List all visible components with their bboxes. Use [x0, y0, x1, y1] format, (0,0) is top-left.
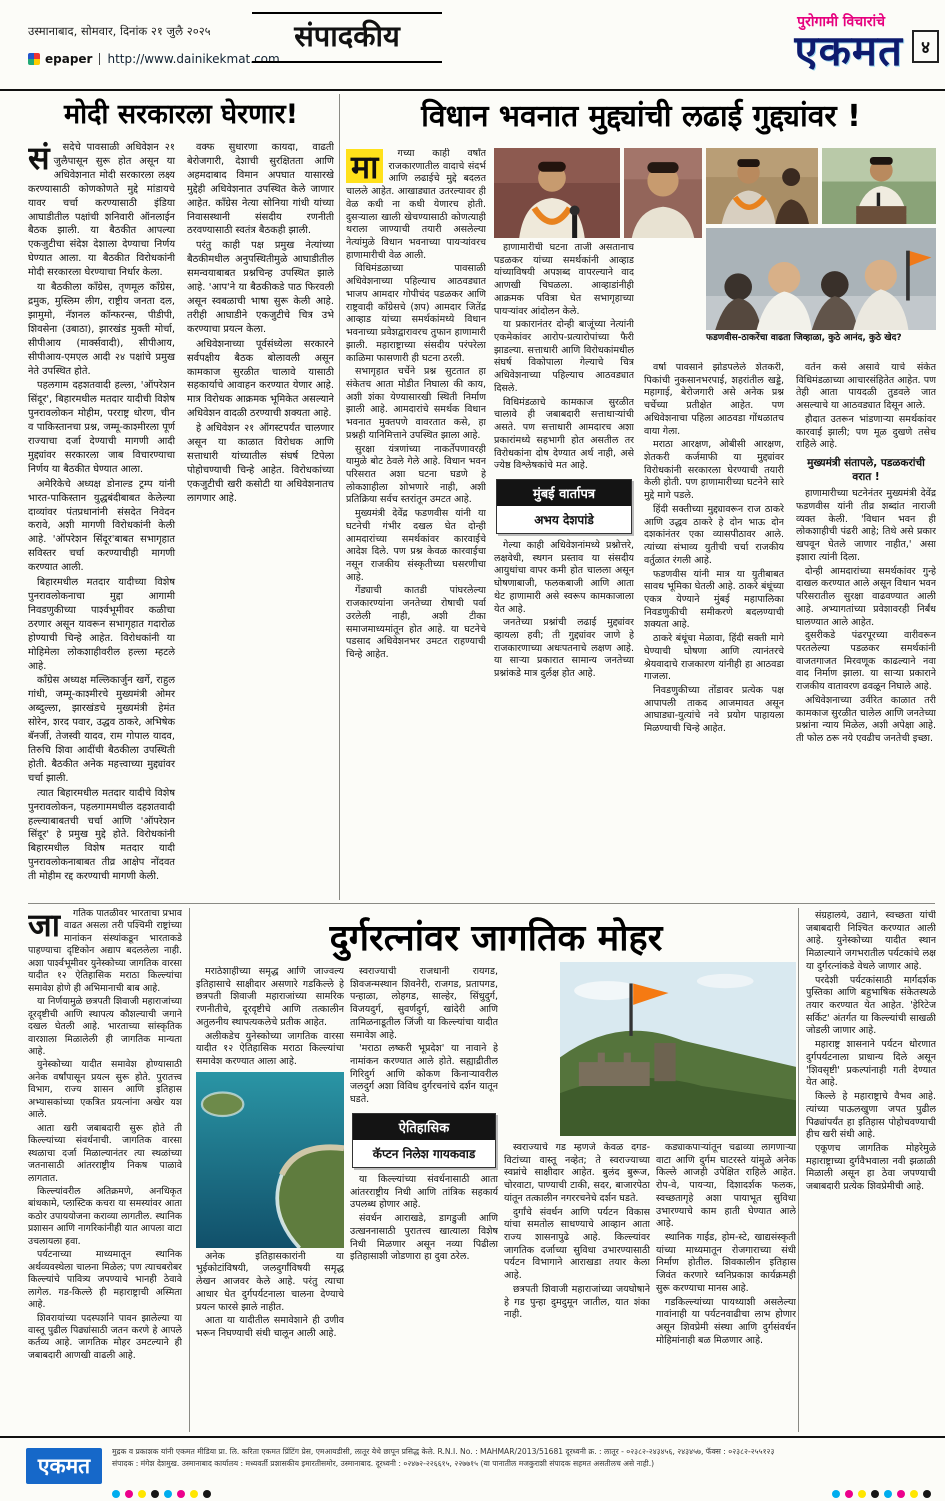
column-divider: [339, 94, 340, 900]
photo-politician-1: [494, 148, 620, 238]
durg-column-4: [656, 1142, 796, 1432]
page-number: ४: [912, 30, 939, 63]
website-link[interactable]: http://www.dainikekmat.com: [107, 52, 280, 66]
registration-dot: [845, 1490, 853, 1498]
paragraph: या प्रकारानंतर दोन्ही बाजूंच्या नेत्यांनी एकमेकांवर आरोप-प्रत्यारोपांच्या फैरी झाडल्या. सत्ताधारी आणि विरोधकांमधील संघर्ष विकोपाला गेल्याचे चित्र अधिवेशनाच्या पहिल्याच आठवड्यात दिसले.: [494, 319, 634, 394]
sub-headline: मुख्यमंत्री संतापले, पडळकरांची वरात !: [807, 457, 925, 483]
durg-column-1: [196, 966, 344, 1432]
paragraph: हिंदी सक्तीच्या मुद्द्यावरून राज ठाकरे आणि उद्धव ठाकरे हे दोन भाऊ दोन दशकांनंतर एका व्यासपीठावर आले. त्यांच्या संभाव्य युतीची चर्चा राजकीय वर्तुळात रंगली आहे.: [644, 503, 784, 566]
article-durg-headline: दुर्गरत्नांवर जागतिक मोहर: [329, 918, 663, 959]
paragraph: वर्तन कसे असावे याचे संकेत विधिमंडळाच्या आचारसंहितेत आहेत. पण तेही आता पायदळी तुडवले जात असल्याचे या आठवड्यात दिसून आले.: [796, 362, 936, 412]
dateline: उस्मानाबाद, सोमवार, दिनांक २१ जुलै २०२५: [28, 24, 211, 38]
paragraph: अधिवेशनाच्या पूर्वसंध्येला सरकारने सर्वपक्षीय बैठक बोलावली असून कामकाज सुरळीत चालावे यासाठी सहकार्याचे आवाहन करण्यात येणार आहे. मात्र विरोधक आक्रमक भूमिकेत असल्याने अधिवेशन वादळी ठरण्याची शक्यता आहे.: [187, 338, 334, 420]
section-divider: [28, 903, 935, 904]
paragraph: संग्रहालये, उद्याने, स्वच्छता यांची जबाबदारी निश्चित करण्यात आली आहे. युनेस्कोच्या यादीत स्थान मिळाल्याने जगभरातील पर्यटकांचे लक्ष या दुर्गरत्नांकडे वेधले जाणार आहे.: [806, 910, 936, 972]
photo-fort: [560, 962, 796, 1136]
separator: [99, 53, 100, 65]
paragraph: गेल्या काही अधिवेशनांमध्ये प्रश्नोत्तरे, लक्षवेधी, स्थगन प्रस्ताव या संसदीय आयुधांचा वापर कमी होत चालला असून घोषणाबाजी, फलकबाजी आणि आता थेट हाणामारी असे स्वरूप कामकाजाला येत आहे.: [494, 539, 634, 615]
paragraph: संवर्धन आराखडे, डागडुजी आणि उत्खननासाठी पुरातत्त्व खात्याला विशेष निधी मिळणार असून नव्या पिढीला इतिहासाशी जोडणारा हा दुवा ठरेल.: [350, 1213, 498, 1263]
paragraph: सदेचे पावसाळी अधिवेशन २१ जुलैपासून सुरू होत असून या अधिवेशनात मोदी सरकारला लक्ष्य करण्यासाठी कोणकोणते मुद्दे मांडायचे यावर चर्चा करण्यासाठी इंडिया आघाडीतील पक्षांची शनिवारी ऑनलाईन बैठक झाली. या बैठकीत आपल्या एकजुटीचा संदेश देशाला देण्याचा निर्णय घेण्यात आला. या बैठकीत विरोधकांनी मोदी सरकारला घेरण्याचा निर्धार केला.: [28, 142, 175, 279]
registration-marks-left: [112, 1490, 211, 1498]
registration-dot: [871, 1490, 879, 1498]
paragraph: मुख्यमंत्री देवेंद्र फडणवीस यांनी या घटनेची गंभीर दखल घेत दोन्ही आमदारांच्या समर्थकांवर कारवाईचे आदेश दिले. पण प्रश्न केवळ कारवाईचा नसून राजकीय संस्कृतीच्या घसरणीचा आहे.: [346, 508, 486, 583]
registration-dot: [897, 1490, 905, 1498]
box-author: अभय देशपांडे: [534, 512, 594, 527]
durg-column-3: [504, 1142, 650, 1432]
dropcap: मा: [346, 149, 383, 183]
paragraph: अधिवेशनाच्या उर्वरित काळात तरी कामकाज सुरळीत चालेल आणि जनतेच्या प्रश्नांना न्याय मिळेल, अशी अपेक्षा आहे. ती फोल ठरू नये एवढीच जनतेची इच्छा.: [796, 694, 936, 744]
dropcap: सं: [28, 141, 50, 177]
aitihasik-box: [352, 1113, 496, 1168]
paragraph: हौदात उतरून भांडणाऱ्या समर्थकांवर कारवाई झाली; पण मूळ दुखणे तसेच राहिले आहे.: [796, 413, 936, 451]
paragraph: या निर्णयामुळे छत्रपती शिवाजी महाराजांच्या दूरदृष्टीची आणि स्थापत्य कौशल्याची जगाने दखल घेतली आहे. भारताच्या सांस्कृतिक वारशाला मिळालेली ही जागतिक मान्यता आहे.: [28, 996, 182, 1057]
paragraph: काँग्रेस अध्यक्ष मल्लिकार्जुन खर्गे, राहुल गांधी, जम्मू-काश्मीरचे मुख्यमंत्री ओमर अब्दुल्ला, झारखंडचे मुख्यमंत्री हेमंत सोरेन, शरद पवार, उद्धव ठाकरे, अभिषेक बॅनर्जी, तेजस्वी यादव, राम गोपाल यादव, तिरुचि शिवा आदींची बैठकीला उपस्थिती होती. बैठकीत अनेक महत्त्वाच्या मुद्द्यांवर चर्चा झाली.: [28, 675, 175, 784]
paragraph: आता या यादीतील समावेशाने ही उणीव भरून निघण्याची संधी चालून आली आहे.: [196, 1315, 344, 1340]
paragraph: गतिक पातळीवर भारताचा प्रभाव वाढत असला तरी पश्चिमी राष्ट्रांच्या मानांकन संस्थांकडून भारताकडे पाहण्याचा दृष्टिकोन अद्याप बदललेला नाही. अशा पार्श्वभूमीवर युनेस्कोच्या जागतिक वारसा यादीत १२ ऐतिहासिक मराठा किल्ल्यांचा समावेश होणे ही अभिमानाची बाब आहे.: [28, 908, 182, 994]
section-title: संपादकीय: [252, 12, 442, 63]
paragraph: शिवरायांच्या पदस्पर्शाने पावन झालेल्या या वास्तू पुढील पिढ्यांसाठी जतन करणे हे आपले कर्तव्य आहे. जागतिक मोहर उमटल्याने ही जबाबदारी आणखी वाढली आहे.: [28, 1312, 182, 1361]
paragraph: या बैठकीला काँग्रेस, तृणमूल काँग्रेस, द्रमुक, मुस्लिम लीग, राष्ट्रीय जनता दल, झामुमो, नॅशनल कॉन्फरन्स, पीडीपी, शिवसेना (उबाठा), झारखंड मुक्ती मोर्चा, सीपीआय (मार्क्सवादी), सीपीआय, सीपीआय-एमएल आदी २४ पक्षांचे प्रमुख नेते उपस्थित होते.: [28, 282, 175, 377]
article-vidhan: [346, 94, 936, 902]
paragraph: जनतेच्या प्रश्नांची लढाई मुद्द्यांवर व्हायला हवी; ती गुद्द्यांवर जाणे हे राजकारणाच्या अधःपतनाचे लक्षण आहे. या साऱ्या प्रकारात सामान्य जनतेच्या प्रश्नांकडे मात्र दुर्लक्ष होत आहे.: [494, 617, 634, 680]
paragraph: वर्षा पावसाने झोडपलेले शेतकरी, पिकांची नुकसानभरपाई, शहरांतील खड्डे, महागाई, बेरोजगारी असे अनेक प्रश्न चर्चेच्या प्रतीक्षेत आहेत. पण अधिवेशनाचा पहिला आठवडा गोंधळातच वाया गेला.: [644, 362, 784, 437]
article-vidhan-headline: विधान भवनात मुद्द्यांची लढाई गुद्द्यांवर !: [421, 99, 861, 134]
paragraph: मराठा आरक्षण, ओबीसी आरक्षण, शेतकरी कर्जमाफी या मुद्द्यांवर विरोधकांनी सरकारला घेरण्याची तयारी केली होती. पण हाणामारीच्या घटनेने सारे मुद्दे मागे पडले.: [644, 439, 784, 502]
paragraph: कड्याकपाऱ्यांतून चढाव्या लागणाऱ्या वाटा आणि दुर्गम घाटरस्ते यांमुळे अनेक किल्ले आजही उपेक्षित राहिले आहेत. रोप-वे, पायऱ्या, दिशादर्शक फलक, स्वच्छतागृहे अशा पायाभूत सुविधा उभारण्याचे काम हाती घेण्यात आले आहे.: [656, 1142, 796, 1230]
paragraph: विधिमंडळाच्या पावसाळी अधिवेशनाच्या पहिल्याच आठवड्यात भाजप आमदार गोपीचंद पडळकर आणि राष्ट्रवादी काँग्रेसचे (शप) आमदार जितेंद्र आव्हाड यांच्या समर्थकांमध्ये विधान भवनाच्या प्रवेशद्वारावरच तुफान हाणामारी झाली. महाराष्ट्राच्या संसदीय परंपरेला काळिमा फासणारी ही घटना ठरली.: [346, 263, 486, 364]
paragraph: वक्फ सुधारणा कायदा, वाढती बेरोजगारी, देशाची सुरक्षितता आणि अहमदाबाद विमान अपघात यासारखे मुद्देही अधिवेशनात उपस्थित केले जाणार आहेत. काँग्रेस नेत्या सोनिया गांधी यांच्या निवासस्थानी संसदीय रणनीती ठरवण्यासाठी स्वतंत्र बैठकही झाली.: [187, 142, 334, 237]
paragraph: विधिमंडळाचे कामकाज सुरळीत चालावे ही जबाबदारी सत्ताधाऱ्यांची असते. पण सत्ताधारी आमदारच अशा प्रकारांमध्ये सहभागी होत असतील तर विरोधकांना दोष देण्यात अर्थ नाही, असे ज्येष्ठ विश्लेषकांचे मत आहे.: [494, 396, 634, 472]
footer-logo: एकमत: [26, 1448, 102, 1484]
masthead-logo: एकमत: [794, 26, 903, 75]
registration-dot: [923, 1490, 931, 1498]
photo-politician-3: [706, 148, 818, 224]
durg-column-2: [350, 966, 498, 1432]
paragraph: त्यात बिहारमधील मतदार यादीचे विशेष पुनरावलोकन, पहलगाममधील दहशतवादी हल्ल्याबाबतची चर्चा आणि 'ऑपरेशन सिंदूर' हे प्रमुख मुद्दे होते. विरोधकांनी बिहारमधील विशेष मतदार यादी पुनरावलोकनाबाबत तीव्र आक्षेप नोंदवत ती मोहीम रद्द करण्याची मागणी केली.: [28, 787, 175, 883]
paragraph: परंतु काही पक्ष प्रमुख नेत्यांच्या बैठकीमधील अनुपस्थितीमुळे आघाडीतील समन्वयाबाबत प्रश्नचिन्ह उपस्थित झाले आहे. 'आप'ने या बैठकीकडे पाठ फिरवली असून स्वबळाची भाषा सुरू केली आहे. तरीही आघाडीने एकजुटीचे चित्र उभे करण्याचा प्रयत्न केला.: [187, 240, 334, 335]
paragraph: छत्रपती शिवाजी महाराजांच्या जयघोषाने हे गड पुन्हा दुमदुमून जातील, यात शंका नाही.: [504, 1283, 650, 1321]
paragraph: या किल्ल्यांच्या संवर्धनासाठी आता आंतरराष्ट्रीय निधी आणि तांत्रिक सहकार्य उपलब्ध होणार आहे.: [350, 1173, 498, 1211]
box-author: कॅप्टन निलेश गायकवाड: [372, 1146, 476, 1161]
paragraph: ठाकरे बंधूंचा मेळावा, हिंदी सक्ती मागे घेण्याची घोषणा आणि त्यानंतरचे श्रेयवादाचे राजकारण यांनीही हा आठवडा गाजला.: [644, 633, 784, 683]
paragraph: पर्यटनाच्या माध्यमातून स्थानिक अर्थव्यवस्थेला चालना मिळेल; पण त्याचबरोबर किल्ल्यांचे पावित्र्य जपण्याचे भानही ठेवावे लागेल. गड-किल्ले ही महाराष्ट्राची अस्मिता आहे.: [28, 1249, 182, 1311]
article-modi: [28, 94, 334, 902]
page-footer: [0, 1436, 945, 1501]
paragraph: युनेस्कोच्या यादीत समावेश होण्यासाठी अनेक वर्षांपासून प्रयत्न सुरू होते. पुरातत्त्व विभाग, राज्य शासन आणि इतिहास अभ्यासकांच्या एकत्रित प्रयत्नांना अखेर यश आले.: [28, 1059, 182, 1121]
paragraph: महाराष्ट्र शासनाने पर्यटन धोरणात दुर्गपर्यटनाला प्राधान्य दिले असून 'शिवसृष्टी' प्रकल्पांनाही गती देण्यात येत आहे.: [806, 1039, 936, 1089]
vidhan-column-1: [346, 148, 486, 900]
paragraph: किल्ल्यांवरील अतिक्रमणे, अनधिकृत बांधकामे, प्लास्टिक कचरा या समस्यांवर आता कठोर उपाययोजना कराव्या लागतील. स्थानिक प्रशासन आणि नागरिकांनीही यात आपला वाटा उचलायला हवा.: [28, 1185, 182, 1247]
registration-dot: [884, 1490, 892, 1498]
paragraph: स्वराज्याचे गड म्हणजे केवळ दगड-विटांच्या वास्तू नव्हेत; ते स्वराज्याच्या स्वप्नांचे साक्षीदार आहेत. बुलंद बुरूज, चोरवाटा, पाण्याची टाकी, सदर, बाजारपेठा यांतून तत्कालीन नगररचनेचे दर्शन घडते.: [504, 1142, 650, 1204]
masthead: [0, 0, 945, 91]
paragraph: निवडणुकीच्या तोंडावर प्रत्येक पक्ष आपापली ताकद आजमावत असून आघाड्या-युत्यांचे नवे प्रयोग पाहायला मिळण्याची चिन्हे आहेत.: [644, 684, 784, 735]
paragraph: गच्या काही वर्षांत राजकारणातील वादाचे संदर्भ आणि लढाईचे मुद्दे बदलत चालले आहेत. आखाड्यात उतरल्यावर ही वेळ कधी ना कधी येणारच होती. दुसऱ्याला खाली खेचण्यासाठी कोणत्याही थराला जाण्याची तयारी असलेल्या नेत्यांमुळे विधान भवनाच्या पायऱ्यांवरच हाणामारीची वेळ आली.: [346, 148, 486, 261]
column-divider: [798, 908, 799, 1432]
photo-politician-4: [822, 148, 936, 224]
paragraph: अमेरिकेचे अध्यक्ष डोनाल्ड ट्रम्प यांनी भारत-पाकिस्तान युद्धबंदीबाबत केलेल्या दाव्यांवर पंतप्रधानांनी संसदेत निवेदन करावे, अशी मागणी विरोधकांनी केली आहे. 'ऑपरेशन सिंदूर'बाबत सभागृहात सविस्तर चर्चा करण्याचीही मागणी करण्यात आली.: [28, 478, 175, 574]
mumbai-vartapatra-box: [496, 479, 632, 534]
paragraph: एकूणच जागतिक मोहरेमुळे महाराष्ट्राच्या दुर्गवैभवाला नवी झळाळी मिळाली असून हा ठेवा जपण्याची जबाबदारी प्रत्येक शिवप्रेमीची आहे.: [806, 1142, 936, 1193]
registration-dot: [190, 1490, 198, 1498]
paragraph: सभागृहात चर्चेने प्रश्न सुटतात हा संकेतच आता मोडीत निघाला की काय, अशी शंका येण्यासारखी स्थिती निर्माण झाली आहे. आमदारांचे समर्थक विधान भवनात मुक्तपणे वावरतात कसे, हा प्रश्नही यानिमित्ताने उपस्थित झाला आहे.: [346, 366, 486, 441]
imprint-line-1: मुद्रक व प्रकाशक यांनी एकमत मीडिया प्रा. लि. करिता एकमत प्रिंटिंग प्रेस, एमआयडीसी, लातूर येथे छापून प्रसिद्ध केले. R.N.I. No. : MAHMAR/2013/51681 दूरध्वनी क्र. : लातूर - ०२३८२-२४३४५६, २४३४५७, फॅक्स : ०२३८२-२५५१२३: [112, 1447, 775, 1456]
registration-dot: [138, 1490, 146, 1498]
imprint-line-2: संपादक : मंगेश देशमुख. उस्मानाबाद कार्यालय : मध्यवर्ती प्रशासकीय इमारतीसमोर, उस्मानाबाद. दूरध्वनी : ०२४७२-२२६६१५, २२७७१५ (या पानातील मजकुराशी संपादक सहमत असतीलच असे नाही.): [112, 1459, 655, 1469]
paragraph: दुसरीकडे पंढरपूरच्या वारीवरून परतलेल्या पडळकर समर्थकांनी वाजतगाजत मिरवणूक काढल्याने नवा वाद निर्माण झाला. या साऱ्या प्रकाराने राजकीय वातावरण ढवळून निघाले आहे.: [796, 630, 936, 693]
paragraph: दुर्गांचे संवर्धन आणि पर्यटन विकास यांचा समतोल साधण्याचे आव्हान आता राज्य शासनापुढे आहे. किल्ल्यांवर जागतिक दर्जाच्या सुविधा उभारण्यासाठी पर्यटन विभागाने आराखडा तयार केला आहे.: [504, 1206, 650, 1282]
paragraph: परदेशी पर्यटकांसाठी मार्गदर्शक पुस्तिका आणि बहुभाषिक संकेतस्थळे तयार करण्यात येत आहेत. 'हेरिटेज सर्किट' अंतर्गत या किल्ल्यांची साखळी जोडली जाणार आहे.: [806, 974, 936, 1037]
paragraph: पहलगाम दहशतवादी हल्ला, 'ऑपरेशन सिंदूर', बिहारमधील मतदार यादीची विशेष पुनरावलोकन मोहीम, परराष्ट्र धोरण, चीन व पाकिस्तानचा प्रश्न, जम्मू-काश्मीरला पूर्ण राज्याचा दर्जा देण्याची मागणी आदी मुद्द्यांवर सरकारला जाब विचारण्याचा निर्णय या बैठकीत घेण्यात आला.: [28, 380, 175, 475]
paragraph: गडकिल्ल्यांच्या पायथ्याशी असलेल्या गावांनाही या पर्यटनवाढीचा लाभ होणार असून शिवप्रेमी संस्था आणि दुर्गसंवर्धन मोहिमांनाही बळ मिळणार आहे.: [656, 1296, 796, 1346]
paragraph: दोन्ही आमदारांच्या समर्थकांवर गुन्हे दाखल करण्यात आले असून विधान भवन परिसरातील सुरक्षा वाढवण्यात आली आहे. अभ्यागतांच्या प्रवेशावरही निर्बंध घालण्यात आले आहेत.: [796, 565, 936, 628]
paragraph: हाणामारीच्या घटनेनंतर मुख्यमंत्री देवेंद्र फडणवीस यांनी तीव्र शब्दांत नाराजी व्यक्त केली. 'विधान भवन ही लोकशाहीची पंढरी आहे; तिथे असे प्रकार खपवून घेतले जाणार नाहीत,' असा इशारा त्यांनी दिला.: [796, 488, 936, 563]
paragraph: अनेक इतिहासकारांनी या भुईकोटांविषयी, जलदुर्गांविषयी समृद्ध लेखन आजवर केले आहे. परंतु त्याचा आधार घेत दुर्गपर्यटनाला चालना देण्याचे प्रयत्न फारसे झाले नाहीत.: [196, 1250, 344, 1313]
registration-marks-right: [832, 1490, 931, 1498]
paragraph: अलीकडेच युनेस्कोच्या जागतिक वारसा यादीत १२ ऐतिहासिक मराठा किल्ल्यांचा समावेश करण्यात आला आहे.: [196, 1030, 344, 1068]
column-divider: [189, 908, 190, 1432]
registration-dot: [112, 1490, 120, 1498]
registration-dot: [858, 1490, 866, 1498]
paragraph: 'मराठा लष्करी भूप्रदेश' या नावाने हे नामांकन करण्यात आले होते. सह्याद्रीतील गिरिदुर्ग आणि कोकण किनाऱ्यावरील जलदुर्ग अशा विविध दुर्गरचनांचे दर्शन यातून घडते.: [350, 1043, 498, 1106]
box-title: मुंबई वार्तापत्र: [497, 480, 631, 506]
paragraph: हे अधिवेशन २१ ऑगस्टपर्यंत चालणार असून या काळात विरोधक आणि सत्ताधारी यांच्यातील संघर्ष टिपेला पोहोचण्याची चिन्हे आहेत. विरोधकांच्या एकजुटीची खरी कसोटी या अधिवेशनातच लागणार आहे.: [187, 423, 334, 504]
article-vidhan-content: [346, 148, 936, 900]
paragraph: किल्ले हे महाराष्ट्राचे वैभव आहे. त्यांच्या पाऊलखुणा जपत पुढील पिढ्यांपर्यंत हा इतिहास पोहोचवण्याची हीच खरी संधी आहे.: [806, 1091, 936, 1141]
epaper-icon: [28, 53, 40, 65]
article-modi-body: [28, 141, 334, 893]
vidhan-column-2: [494, 242, 634, 900]
paragraph: स्थानिक गाईड, होम-स्टे, खाद्यसंस्कृती यांच्या माध्यमातून रोजगाराच्या संधी निर्माण होतील. शिवकालीन इतिहास जिवंत करणारे ध्वनिप्रकाश कार्यक्रमही सुरू करण्याचा मानस आहे.: [656, 1232, 796, 1294]
photo-sea-fort: [196, 1072, 344, 1248]
registration-dot: [151, 1490, 159, 1498]
photo-crowd: [706, 228, 936, 330]
paragraph: सुरक्षा यंत्रणांच्या नाकर्तेपणावरही यामुळे बोट ठेवले गेले आहे. विधान भवन परिसरात अशा घटना घडणे हे लोकशाहीला शोभणारे नाही, अशी प्रतिक्रिया सर्वच स्तरांतून उमटत आहे.: [346, 443, 486, 506]
paragraph: स्वराज्याची राजधानी रायगड, शिवजन्मस्थान शिवनेरी, राजगड, प्रतापगड, पन्हाळा, लोहगड, साल्हेर, सिंधुदुर्ग, विजयदुर्ग, सुवर्णदुर्ग, खांदेरी आणि तामिळनाडूतील जिंजी या किल्ल्यांचा यादीत समावेश आहे.: [350, 966, 498, 1041]
box-title: ऐतिहासिक: [353, 1114, 495, 1140]
registration-dot: [125, 1490, 133, 1498]
article-jagtik: [28, 908, 182, 1432]
epaper-link[interactable]: epaper: [45, 52, 93, 66]
article-modi-headline: मोदी सरकारला घेरणार!: [63, 99, 299, 130]
epaper-row: [28, 52, 280, 66]
paragraph: मराठेशाहीच्या समृद्ध आणि जाज्वल्य इतिहासाचे साक्षीदार असणारे गडकिल्ले हे छत्रपती शिवाजी महाराजांच्या सामरिक रणनीतीचे, दूरदृष्टीचे आणि तत्कालीन अतुलनीय स्थापत्यकलेचे प्रतीक आहेत.: [196, 966, 344, 1028]
durg-column-5: [806, 910, 936, 1430]
paragraph: गेंड्याची कातडी पांघरलेल्या राजकारण्यांना जनतेच्या रोषाची पर्वा उरलेली नाही, अशी टीका समाजमाध्यमांतून होत आहे. या घटनेचे पडसाद अधिवेशनभर उमटत राहण्याची चिन्हे आहेत.: [346, 585, 486, 661]
photo-caption: फडणवीस-ठाकरेंचा वाढता जिव्हाळा, कुठे आनंद, कुठे खेद?: [706, 333, 902, 343]
masthead-tagline: पुरोगामी विचारांचे: [797, 14, 885, 30]
paragraph: बिहारमधील मतदार यादीच्या विशेष पुनरावलोकनाचा मुद्दा आगामी निवडणुकीच्या पार्श्वभूमीवर कळीचा ठरणार असून यावरून सभागृहात गदारोळ होण्याची चिन्हे आहेत. विरोधकांनी या मोहिमेला लोकशाहीवरील हल्ला म्हटले आहे.: [28, 577, 175, 672]
registration-dot: [203, 1490, 211, 1498]
registration-dot: [177, 1490, 185, 1498]
registration-dot: [832, 1490, 840, 1498]
paragraph: आता खरी जबाबदारी सुरू होते ती किल्ल्यांच्या संवर्धनाची. जागतिक वारसा स्थळाचा दर्जा मिळाल्यानंतर त्या स्थळांच्या जतनासाठी आंतरराष्ट्रीय निकष पाळावे लागतात.: [28, 1122, 182, 1184]
vidhan-column-4: [796, 362, 936, 900]
vidhan-column-3: [644, 362, 784, 900]
paragraph: हाणामारीची घटना ताजी असतानाच पडळकर यांच्या समर्थकांनी आव्हाड यांच्याविषयी अपशब्द वापरल्याने वाद आणखी चिघळला. आव्हाडांनीही आक्रमक पवित्रा घेत सभागृहाच्या पायऱ्यांवर आंदोलन केले.: [494, 242, 634, 317]
article-durg: [196, 908, 936, 1432]
registration-dot: [910, 1490, 918, 1498]
imprint-text: [112, 1446, 928, 1470]
paragraph: फडणवीस यांनी मात्र या युतीबाबत सावध भूमिका घेतली आहे. ठाकरे बंधूंच्या एकत्र येण्याने मुंबई महापालिका निवडणुकीची समीकरणे बदलण्याची शक्यता आहे.: [644, 568, 784, 631]
dropcap: जा: [28, 908, 61, 944]
photo-politician-2: [624, 148, 702, 238]
registration-dot: [164, 1490, 172, 1498]
